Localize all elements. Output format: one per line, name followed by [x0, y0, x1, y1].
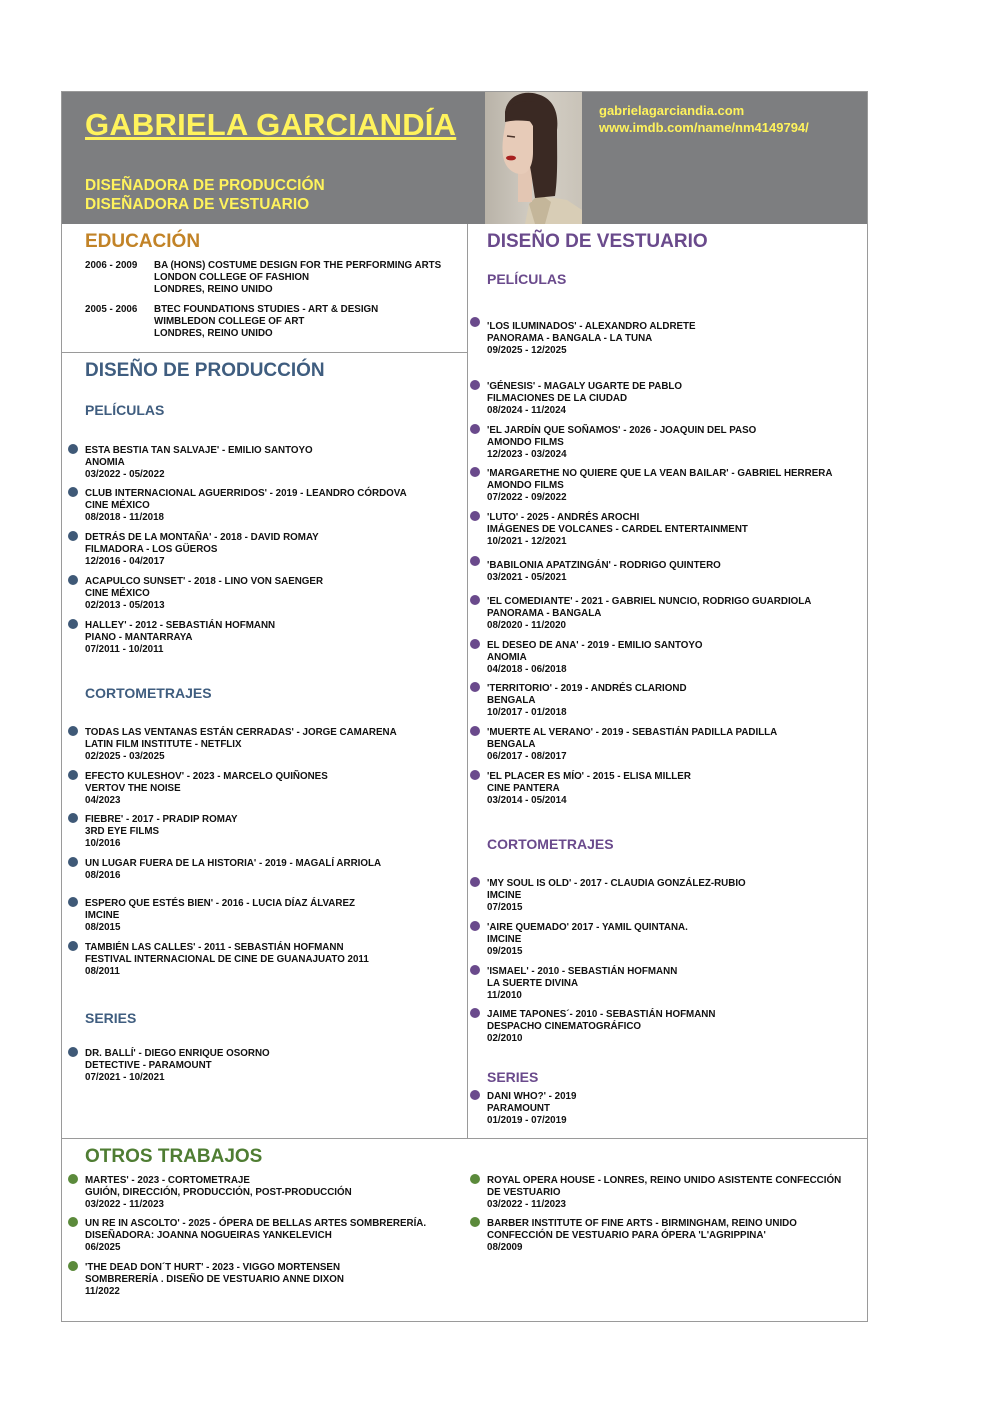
entry-dates: 08/2024 - 11/2024	[487, 405, 566, 416]
production-short-entry	[85, 771, 328, 807]
entry-title: EL DESEO DE ANA' - 2019 - EMILIO SANTOYO	[487, 640, 703, 651]
entry-company: IMCINE	[85, 910, 120, 921]
entry-dates: 04/2018 - 06/2018	[487, 664, 567, 675]
entry-dates: 08/2018 - 11/2018	[85, 512, 164, 523]
other-work-entry	[85, 1262, 344, 1298]
costume-series-entry	[487, 1091, 576, 1127]
entry-title: DETRÁS DE LA MONTAÑA' - 2018 - DAVID ROMAY	[85, 532, 319, 543]
entry-dates: 01/2019 - 07/2019	[487, 1115, 567, 1126]
entry-company: AMONDO FILMS	[487, 480, 564, 491]
entry-company: CINE PANTERA	[487, 783, 560, 794]
production-short-entry	[85, 942, 369, 978]
education-line: LONDON COLLEGE OF FASHION	[154, 272, 310, 283]
bullet-dot	[68, 531, 78, 541]
entry-title: UN LUGAR FUERA DE LA HISTORIA' - 2019 - MAGALÍ ARRIOLA	[85, 858, 382, 869]
entry-dates: 04/2023	[85, 795, 121, 806]
education-heading: EDUCACIÓN	[85, 231, 201, 252]
entry-detail: GUIÓN, DIRECCIÓN, PRODUCCIÓN, POST-PRODUCCIÓN	[85, 1187, 352, 1198]
section-divider	[62, 1138, 867, 1139]
production-film-entry	[85, 445, 313, 481]
entry-company: IMÁGENES DE VOLCANES - CARDEL ENTERTAINMENT	[487, 524, 748, 535]
portrait-photo	[485, 92, 582, 224]
entry-title: 'EL COMEDIANTE' - 2021 - GABRIEL NUNCIO, RODRIGO GUARDIOLA	[487, 596, 812, 607]
entry-title: CLUB INTERNACIONAL AGUERRIDOS' - 2019 - LEANDRO CÓRDOVA	[85, 488, 407, 499]
entry-dates: 08/2009	[487, 1242, 523, 1253]
costume-shorts-heading: CORTOMETRAJES	[487, 836, 614, 852]
bullet-dot	[470, 921, 480, 931]
costume-short-entry	[487, 1009, 715, 1045]
entry-detail: DE VESTUARIO	[487, 1187, 561, 1198]
entry-company: FILMACIONES DE LA CIUDAD	[487, 393, 628, 404]
entry-company: FILMADORA - LOS GÜEROS	[85, 544, 218, 555]
costume-film-entry	[487, 321, 696, 357]
entry-dates: 11/2010	[487, 990, 522, 1001]
imdb-link[interactable]: www.imdb.com/name/nm4149794/	[599, 120, 809, 135]
entry-title: 'MARGARETHE NO QUIERE QUE LA VEAN BAILAR' - GABRIEL HERRERA	[487, 468, 833, 479]
entry-title: TAMBIÉN LAS CALLES' - 2011 - SEBASTIÁN HOFMANN	[85, 942, 344, 953]
entry-dates: 03/2022 - 11/2023	[487, 1199, 566, 1210]
costume-film-entry	[487, 512, 748, 548]
entry-title: 'ISMAEL' - 2010 - SEBASTIÁN HOFMANN	[487, 966, 678, 977]
entry-company: ANOMIA	[487, 652, 527, 663]
entry-dates: 03/2021 - 05/2021	[487, 572, 567, 583]
entry-title: DR. BALLÍ' - DIEGO ENRIQUE OSORNO	[85, 1048, 270, 1059]
bullet-dot	[470, 639, 480, 649]
entry-title: EFECTO KULESHOV' - 2023 - MARCELO QUIÑONES	[85, 771, 328, 782]
entry-company: AMONDO FILMS	[487, 437, 564, 448]
bullet-dot	[470, 770, 480, 780]
costume-film-entry	[487, 425, 756, 461]
production-series-heading: SERIES	[85, 1010, 137, 1026]
entry-dates: 06/2017 - 08/2017	[487, 751, 567, 762]
costume-film-entry	[487, 596, 811, 632]
entry-company: BENGALA	[487, 695, 536, 706]
production-film-entry	[85, 488, 407, 524]
other-work-entry	[487, 1175, 841, 1211]
education-line: LONDRES, REINO UNIDO	[154, 284, 273, 295]
bullet-dot	[68, 897, 78, 907]
entry-company: FESTIVAL INTERNACIONAL DE CINE DE GUANAJUATO 2011	[85, 954, 369, 965]
entry-company: 3RD EYE FILMS	[85, 826, 160, 837]
entry-company: LATIN FILM INSTITUTE - NETFLIX	[85, 739, 242, 750]
education-line: LONDRES, REINO UNIDO	[154, 328, 273, 339]
entry-company: PIANO - MANTARRAYA	[85, 632, 193, 643]
other-work-entry	[85, 1218, 426, 1254]
bullet-dot	[68, 813, 78, 823]
website-link[interactable]: gabrielagarciandia.com	[599, 103, 745, 118]
costume-film-entry	[487, 727, 777, 763]
bullet-dot	[68, 444, 78, 454]
costume-heading: DISEÑO DE VESTUARIO	[487, 231, 708, 252]
entry-dates: 02/2013 - 05/2013	[85, 600, 165, 611]
education-years: 2005 - 2006	[85, 304, 138, 315]
entry-dates: 08/2015	[85, 922, 121, 933]
bullet-dot	[470, 511, 480, 521]
bullet-dot	[68, 1261, 78, 1271]
bullet-dot	[470, 595, 480, 605]
entry-title: 'TERRITORIO' - 2019 - ANDRÉS CLARIOND	[487, 683, 687, 694]
education-line: BA (HONS) COSTUME DESIGN FOR THE PERFORMING ARTS	[154, 260, 442, 271]
entry-title: UN RE IN ASCOLTO' - 2025 - ÓPERA DE BELLAS ARTES SOMBRERERÍA.	[85, 1218, 427, 1229]
bullet-dot	[470, 556, 480, 566]
entry-title: 'GÉNESIS' - MAGALY UGARTE DE PABLO	[487, 381, 682, 392]
costume-films-heading: PELÍCULAS	[487, 271, 567, 287]
entry-company: IMCINE	[487, 890, 522, 901]
costume-film-entry	[487, 381, 682, 417]
entry-title: 'AIRE QUEMADO' 2017 - YAMIL QUINTANA.	[487, 922, 688, 933]
production-film-entry	[85, 532, 319, 568]
entry-detail: SOMBRERERÍA . DISEÑO DE VESTUARIO ANNE DIXON	[85, 1274, 344, 1285]
production-films-heading: PELÍCULAS	[85, 402, 165, 418]
bullet-dot	[470, 1090, 480, 1100]
role-production-designer: DISEÑADORA DE PRODUCCIÓN	[85, 177, 325, 194]
entry-dates: 07/2011 - 10/2011	[85, 644, 164, 655]
bullet-dot	[68, 1047, 78, 1057]
entry-company: PANORAMA - BANGALA	[487, 608, 602, 619]
entry-title: DANI WHO?' - 2019	[487, 1091, 577, 1102]
bullet-dot	[470, 1217, 480, 1227]
costume-film-entry	[487, 560, 721, 584]
cv-page	[61, 91, 868, 1322]
entry-company: PARAMOUNT	[487, 1103, 550, 1114]
entry-title: 'EL JARDÍN QUE SOÑAMOS' - 2026 - JOAQUIN DEL PASO	[487, 425, 757, 436]
entry-company: BENGALA	[487, 739, 536, 750]
production-series-entry	[85, 1048, 270, 1084]
entry-dates: 07/2021 - 10/2021	[85, 1072, 165, 1083]
bullet-dot	[68, 726, 78, 736]
costume-series-heading: SERIES	[487, 1069, 539, 1085]
entry-company: VERTOV THE NOISE	[85, 783, 181, 794]
production-heading: DISEÑO DE PRODUCCIÓN	[85, 360, 325, 381]
portrait-illustration	[485, 92, 582, 224]
entry-title: 'LOS ILUMINADOS' - ALEXANDRO ALDRETE	[487, 321, 696, 332]
entry-title: 'MY SOUL IS OLD' - 2017 - CLAUDIA GONZÁLEZ-RUBIO	[487, 878, 746, 889]
education-line: BTEC FOUNDATIONS STUDIES - ART & DESIGN	[154, 304, 379, 315]
education-years: 2006 - 2009	[85, 260, 138, 271]
entry-dates: 08/2016	[85, 870, 121, 881]
entry-company: IMCINE	[487, 934, 522, 945]
bullet-dot	[68, 1217, 78, 1227]
bullet-dot	[68, 857, 78, 867]
other-work-entry	[85, 1175, 352, 1211]
entry-title: FIEBRE' - 2017 - PRADIP ROMAY	[85, 814, 238, 825]
bullet-dot	[470, 877, 480, 887]
production-short-entry	[85, 814, 238, 850]
bullet-dot	[68, 1174, 78, 1184]
other-work-entry	[487, 1218, 797, 1254]
bullet-dot	[470, 424, 480, 434]
section-divider	[62, 352, 467, 353]
entry-title: 'EL PLACER ES MÍO' - 2015 - ELISA MILLER	[487, 771, 691, 782]
bullet-dot	[470, 726, 480, 736]
costume-film-entry	[487, 683, 687, 719]
entry-title: ACAPULCO SUNSET' - 2018 - LINO VON SAENGER	[85, 576, 324, 587]
bullet-dot	[470, 1008, 480, 1018]
entry-dates: 12/2016 - 04/2017	[85, 556, 165, 567]
bullet-dot	[470, 380, 480, 390]
entry-dates: 10/2016	[85, 838, 121, 849]
entry-dates: 08/2011	[85, 966, 120, 977]
production-short-entry	[85, 727, 397, 763]
entry-title: 'BABILONIA APATZINGÁN' - RODRIGO QUINTERO	[487, 560, 721, 571]
entry-title: JAIME TAPONES´- 2010 - SEBASTIÁN HOFMANN	[487, 1009, 716, 1020]
entry-dates: 07/2015	[487, 902, 523, 913]
bullet-dot	[68, 941, 78, 951]
entry-company: DETECTIVE - PARAMOUNT	[85, 1060, 212, 1071]
bullet-dot	[470, 317, 480, 327]
entry-title: 'LUTO' - 2025 - ANDRÉS AROCHI	[487, 512, 640, 523]
person-name: GABRIELA GARCIANDÍA	[85, 107, 457, 142]
entry-dates: 03/2022 - 11/2023	[85, 1199, 164, 1210]
entry-title: ESTA BESTIA TAN SALVAJE' - EMILIO SANTOYO	[85, 445, 313, 456]
entry-detail: DISEÑADORA: JOANNA NOGUEIRAS YANKELEVICH	[85, 1230, 332, 1241]
costume-short-entry	[487, 878, 746, 914]
entry-dates: 10/2021 - 12/2021	[487, 536, 567, 547]
bullet-dot	[470, 682, 480, 692]
entry-dates: 08/2020 - 11/2020	[487, 620, 566, 631]
entry-company: DESPACHO CINEMATOGRÁFICO	[487, 1021, 642, 1032]
costume-film-entry	[487, 468, 832, 504]
production-short-entry	[85, 858, 381, 882]
entry-title: BARBER INSTITUTE OF FINE ARTS - BIRMINGHAM, REINO UNIDO	[487, 1218, 797, 1229]
bullet-dot	[68, 575, 78, 585]
entry-title: ROYAL OPERA HOUSE - LONRES, REINO UNIDO ASISTENTE CONFECCIÓN	[487, 1175, 842, 1186]
entry-dates: 09/2015	[487, 946, 523, 957]
bullet-dot	[470, 965, 480, 975]
entry-company: LA SUERTE DIVINA	[487, 978, 579, 989]
entry-dates: 10/2017 - 01/2018	[487, 707, 567, 718]
role-costume-designer: DISEÑADORA DE VESTUARIO	[85, 196, 310, 213]
entry-dates: 03/2014 - 05/2014	[487, 795, 567, 806]
entry-dates: 02/2025 - 03/2025	[85, 751, 165, 762]
entry-title: MARTES' - 2023 - CORTOMETRAJE	[85, 1175, 250, 1186]
entry-dates: 07/2022 - 09/2022	[487, 492, 567, 503]
other-work-heading: OTROS TRABAJOS	[85, 1146, 263, 1167]
entry-title: TODAS LAS VENTANAS ESTÁN CERRADAS' - JORGE CAMARENA	[85, 727, 397, 738]
bullet-dot	[68, 619, 78, 629]
bullet-dot	[470, 467, 480, 477]
production-short-entry	[85, 898, 355, 934]
entry-dates: 09/2025 - 12/2025	[487, 345, 567, 356]
entry-dates: 11/2022	[85, 1286, 120, 1297]
entry-dates: 03/2022 - 05/2022	[85, 469, 165, 480]
education-line: WIMBLEDON COLLEGE OF ART	[154, 316, 305, 327]
costume-short-entry	[487, 922, 688, 958]
bullet-dot	[470, 1174, 480, 1184]
header-banner	[62, 92, 867, 224]
entry-company: PANORAMA - BANGALA - LA TUNA	[487, 333, 653, 344]
column-divider	[467, 224, 468, 1139]
costume-short-entry	[487, 966, 677, 1002]
production-shorts-heading: CORTOMETRAJES	[85, 685, 212, 701]
bullet-dot	[68, 487, 78, 497]
costume-film-entry	[487, 771, 691, 807]
bullet-dot	[68, 770, 78, 780]
production-film-entry	[85, 620, 275, 656]
entry-dates: 02/2010	[487, 1033, 523, 1044]
entry-company: CINE MÉXICO	[85, 588, 150, 599]
costume-film-entry	[487, 640, 703, 676]
entry-title: 'THE DEAD DON´T HURT' - 2023 - VIGGO MORTENSEN	[85, 1262, 341, 1273]
entry-dates: 06/2025	[85, 1242, 121, 1253]
entry-title: HALLEY' - 2012 - SEBASTIÁN HOFMANN	[85, 620, 276, 631]
entry-detail: CONFECCIÓN DE VESTUARIO PARA ÓPERA 'L'AGRIPPINA'	[487, 1230, 766, 1241]
production-film-entry	[85, 576, 323, 612]
entry-dates: 12/2023 - 03/2024	[487, 449, 567, 460]
entry-company: ANOMIA	[85, 457, 125, 468]
entry-title: ESPERO QUE ESTÉS BIEN' - 2016 - LUCIA DÍAZ ÁLVAREZ	[85, 898, 355, 909]
entry-company: CINE MÉXICO	[85, 500, 150, 511]
entry-title: 'MUERTE AL VERANO' - 2019 - SEBASTIÁN PADILLA PADILLA	[487, 727, 778, 738]
